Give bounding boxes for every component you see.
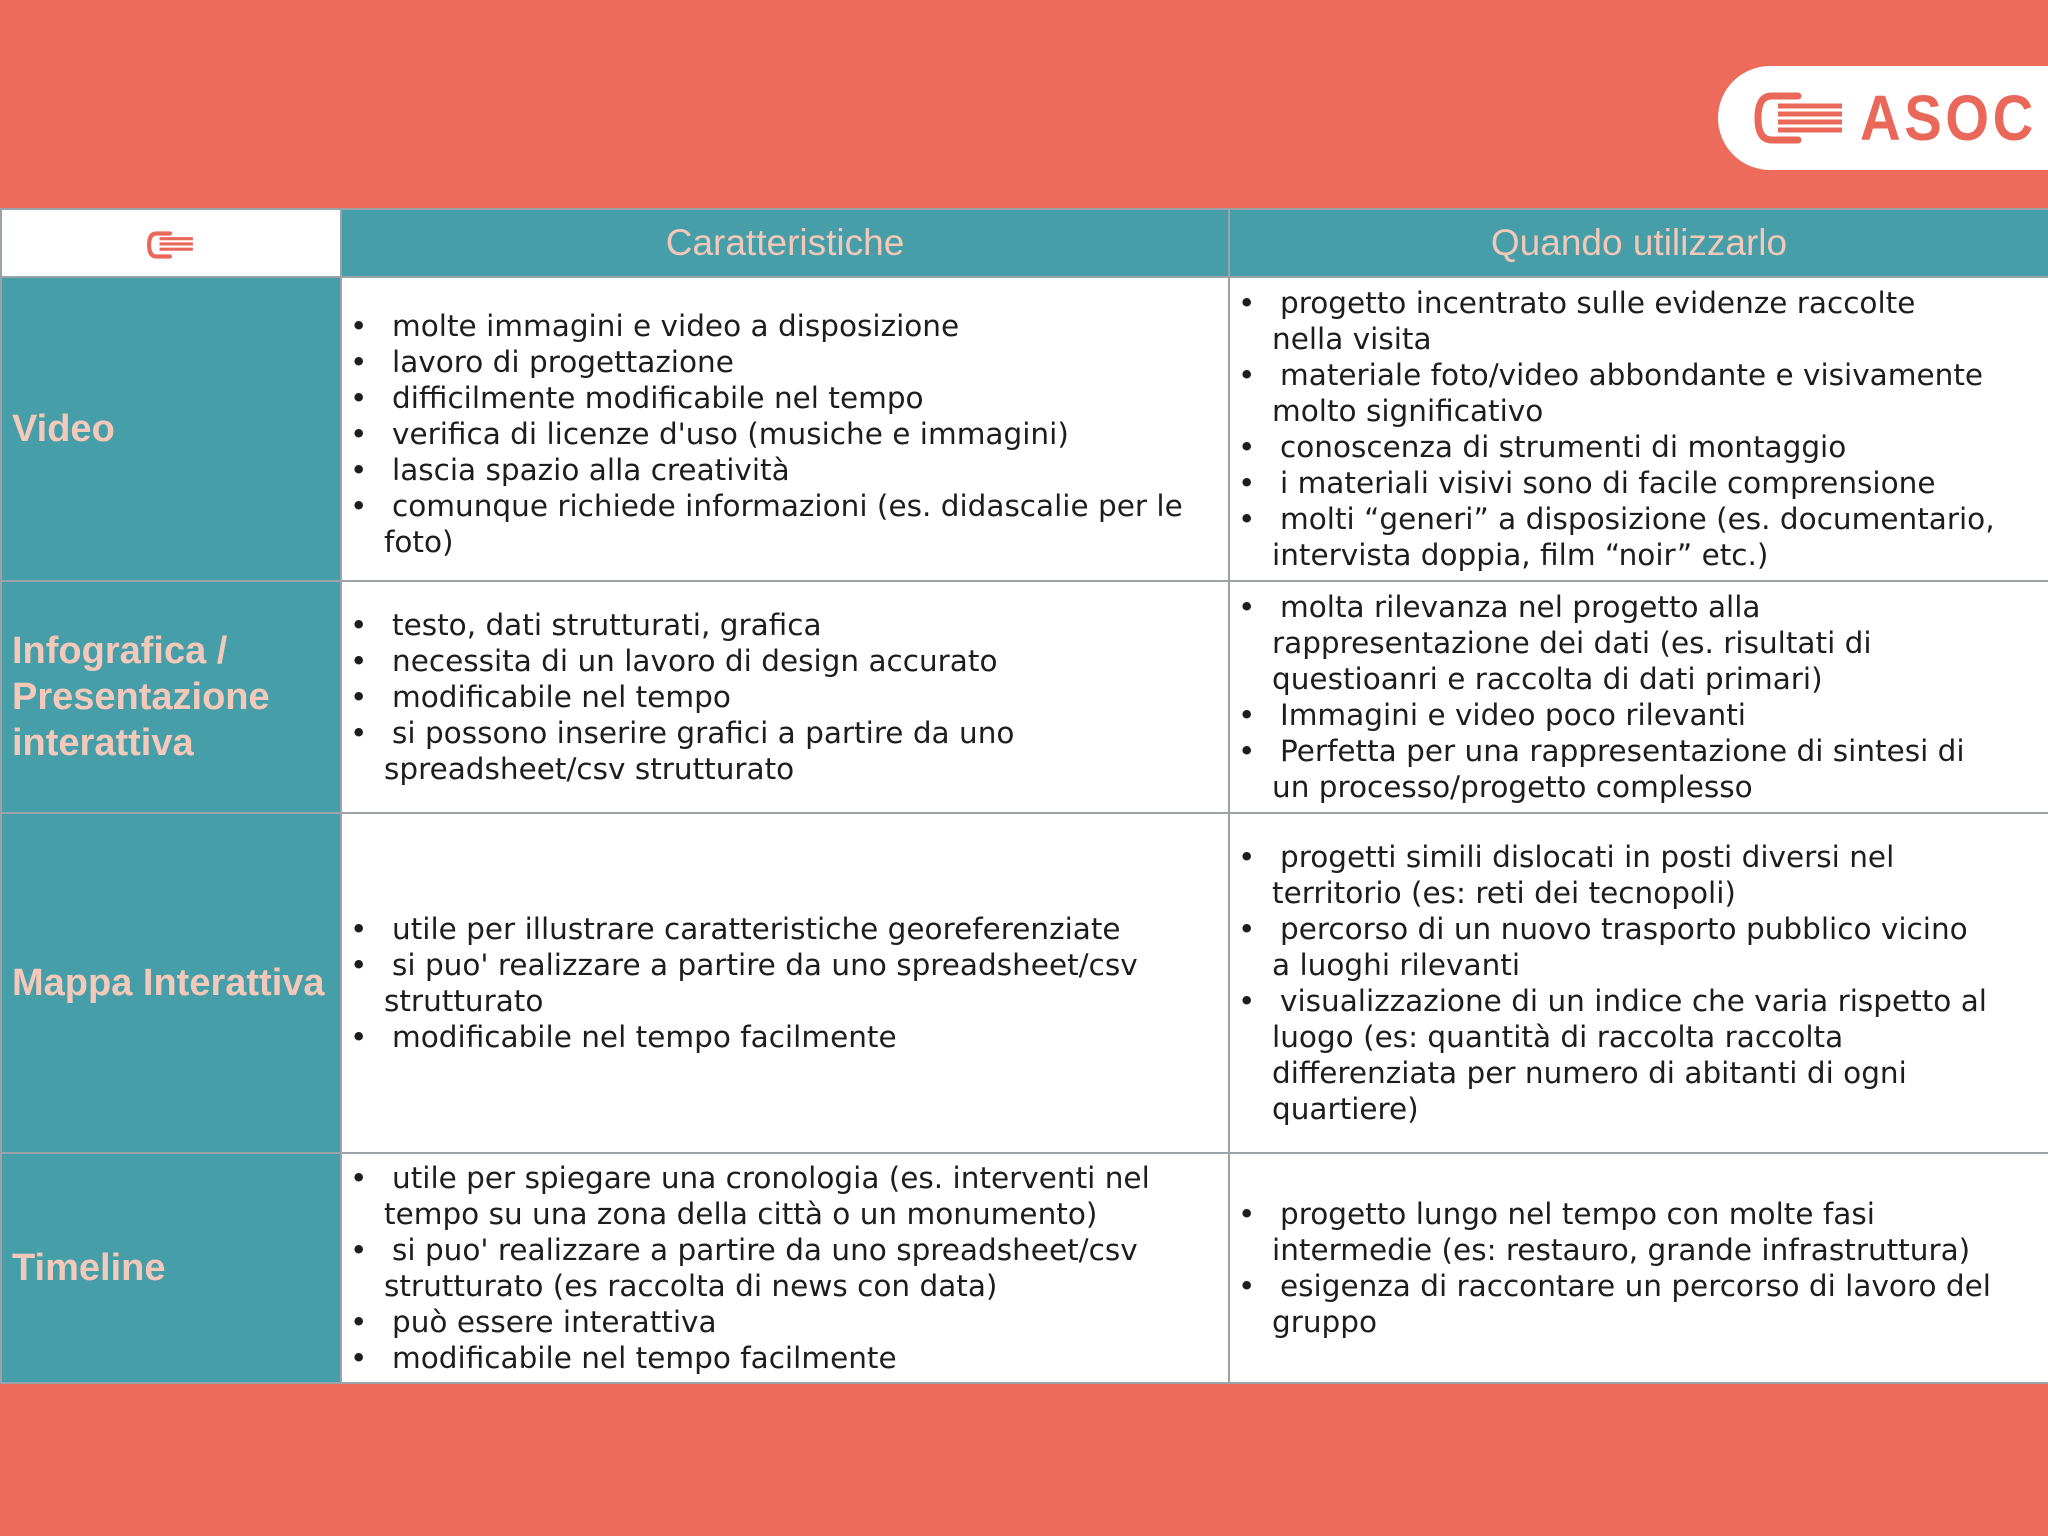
list-item-continuation: un processo/progetto complesso <box>1272 770 1753 804</box>
list-item: • progetto incentrato sulle evidenze raccolte <box>1238 286 1916 320</box>
list-item: • Immagini e video poco rilevanti <box>1238 698 1747 732</box>
list-item-continuation: differenziata per numero di abitanti di ogni <box>1272 1056 1907 1090</box>
list-item: • molti “generi” a disposizione (es. documentario, <box>1238 502 1995 536</box>
list-item: • esigenza di raccontare un percorso di lavoro del <box>1238 1269 1991 1303</box>
row-label-timeline: Timeline <box>1 1153 341 1383</box>
column-header-caratteristiche: Caratteristiche <box>341 209 1229 277</box>
list-item-continuation: spreadsheet/csv strutturato <box>384 752 795 786</box>
list-item: • utile per spiegare una cronologia (es. interventi nel <box>350 1161 1150 1195</box>
list-item: • molte immagini e video a disposizione <box>350 309 960 343</box>
list-item: • Perfetta per una rappresentazione di sintesi di <box>1238 734 1965 768</box>
list-item-continuation: quartiere) <box>1272 1092 1419 1126</box>
list-item: • percorso di un nuovo trasporto pubblico vicino <box>1238 912 1968 946</box>
list-item: • modificabile nel tempo <box>350 680 731 714</box>
table-row <box>1 1153 2048 1383</box>
table-row <box>1 277 2048 581</box>
list-item: • si possono inserire grafici a partire da uno <box>350 716 1015 750</box>
row-label-mappa: Mappa Interattiva <box>1 813 341 1153</box>
corner-cell <box>1 209 341 277</box>
caratteristiche-cell <box>341 581 1229 813</box>
quando-cell <box>1229 813 2048 1153</box>
list-item-continuation: molto significativo <box>1272 394 1544 428</box>
list-item: • testo, dati strutturati, grafica <box>350 608 822 642</box>
quando-cell <box>1229 581 2048 813</box>
list-item: • modificabile nel tempo facilmente <box>350 1341 897 1375</box>
table-row <box>1 581 2048 813</box>
list-item-continuation: foto) <box>384 525 454 559</box>
list-item-continuation: a luoghi rilevanti <box>1272 948 1521 982</box>
column-header-quando: Quando utilizzarlo <box>1229 209 2048 277</box>
row-label-infografica: Infografica / Presentazione interattiva <box>1 581 341 813</box>
asoc-logo <box>1718 66 2048 170</box>
table-row <box>1 813 2048 1153</box>
list-item: • progetti simili dislocati in posti diversi nel <box>1238 840 1895 874</box>
list-item-continuation: territorio (es: reti dei tecnopoli) <box>1272 876 1736 910</box>
header-row <box>1 209 2048 277</box>
list-item: • utile per illustrare caratteristiche georeferenziate <box>350 912 1121 946</box>
list-item-continuation: intervista doppia, film “noir” etc.) <box>1272 538 1769 572</box>
list-item-continuation: strutturato (es raccolta di news con data) <box>384 1269 998 1303</box>
list-item-continuation: gruppo <box>1272 1305 1378 1339</box>
caratteristiche-cell <box>341 1153 1229 1383</box>
list-item: • modificabile nel tempo facilmente <box>350 1020 897 1054</box>
book-lines-icon <box>147 230 195 260</box>
list-item: • difficilmente modificabile nel tempo <box>350 381 924 415</box>
list-item-continuation: questioanri e raccolta di dati primari) <box>1272 662 1823 696</box>
list-item: • può essere interattiva <box>350 1305 717 1339</box>
list-item-continuation: rappresentazione dei dati (es. risultati di <box>1272 626 1872 660</box>
list-item: • si puo' realizzare a partire da uno spreadsheet/csv <box>350 1233 1138 1267</box>
list-item: • verifica di licenze d'uso (musiche e immagini) <box>350 417 1069 451</box>
list-item-continuation: luogo (es: quantità di raccolta raccolta <box>1272 1020 1844 1054</box>
list-item: • molta rilevanza nel progetto alla <box>1238 590 1761 624</box>
caratteristiche-cell <box>341 813 1229 1153</box>
quando-cell <box>1229 1153 2048 1383</box>
list-item: • materiale foto/video abbondante e visivamente <box>1238 358 1984 392</box>
book-lines-icon <box>1754 90 1846 146</box>
list-item: • comunque richiede informazioni (es. didascalie per le <box>350 489 1183 523</box>
caratteristiche-cell <box>341 277 1229 581</box>
row-label-video: Video <box>1 277 341 581</box>
list-item: • lascia spazio alla creatività <box>350 453 790 487</box>
list-item: • progetto lungo nel tempo con molte fasi <box>1238 1197 1875 1231</box>
list-item-continuation: tempo su una zona della città o un monumento) <box>384 1197 1098 1231</box>
list-item: • lavoro di progettazione <box>350 345 734 379</box>
list-item-continuation: strutturato <box>384 984 544 1018</box>
comparison-table <box>0 208 2048 1384</box>
list-item: • i materiali visivi sono di facile comprensione <box>1238 466 1936 500</box>
logo-text: ASOC <box>1860 82 2037 154</box>
list-item: • necessita di un lavoro di design accurato <box>350 644 998 678</box>
list-item: • conoscenza di strumenti di montaggio <box>1238 430 1847 464</box>
list-item: • visualizzazione di un indice che varia rispetto al <box>1238 984 1987 1018</box>
list-item-continuation: intermedie (es: restauro, grande infrastruttura) <box>1272 1233 1971 1267</box>
quando-cell <box>1229 277 2048 581</box>
list-item-continuation: nella visita <box>1272 322 1432 356</box>
list-item: • si puo' realizzare a partire da uno spreadsheet/csv <box>350 948 1138 982</box>
